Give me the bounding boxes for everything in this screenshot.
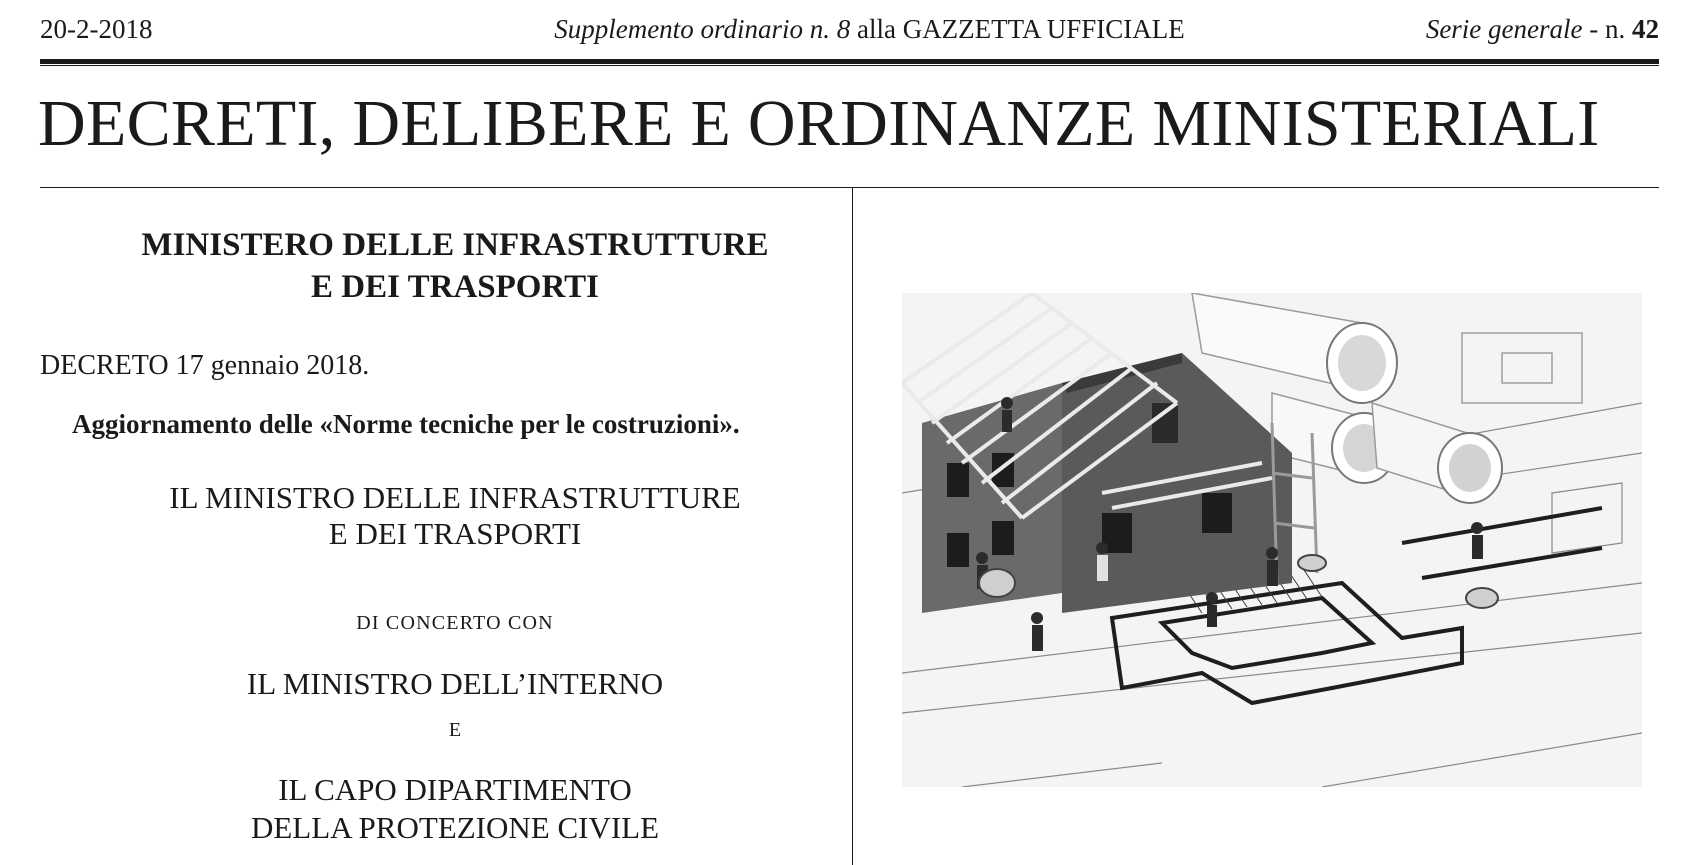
series-label: Serie generale [1425,14,1583,44]
house-construction-on-blueprints-icon [902,293,1642,787]
issue-number: 42 [1632,14,1659,44]
issuer-line-1: IL MINISTRO DELLE INFRASTRUTTURE [169,480,741,515]
civil-protection-line-2: DELLA PROTEZIONE CIVILE [250,810,660,845]
ministry-line-1: MINISTERO DELLE INFRASTRUTTURE [141,227,769,263]
publication-title [40,14,1659,45]
section-rule [40,187,1659,188]
house-construction-illustration [902,293,1642,787]
in-concert-label: DI CONCERTO CON [356,612,554,634]
running-header [40,14,1659,54]
civil-protection-line-1: IL CAPO DIPARTIMENTO [278,772,632,807]
column-divider [852,188,853,865]
co-minister: IL MINISTRO DELL’INTERNO [246,666,664,701]
ministry-line-2: E DEI TRASPORTI [311,269,599,305]
conjunction: E [448,719,462,741]
ministry-heading [40,224,840,308]
section-title: DECRETI, DELIBERE E ORDINANZE MINISTERIALI [38,87,1600,160]
decree-subject: Aggiornamento delle «Norme tecniche per le costruzioni». [72,409,740,439]
decree-date: DECRETO 17 gennaio 2018. [40,350,370,381]
issue-prefix: - n. [1589,14,1626,44]
gazette-label: alla GAZZETTA UFFICIALE [856,14,1185,44]
issuer-block [40,480,840,552]
issue-date: 20-2-2018 [40,14,153,44]
civil-protection-block [40,771,840,847]
supplement-label: Supplemento ordinario n. 8 [554,14,851,44]
header-rule [40,59,1659,66]
issuer-line-2: E DEI TRASPORTI [328,516,582,551]
series-info [1426,14,1659,45]
